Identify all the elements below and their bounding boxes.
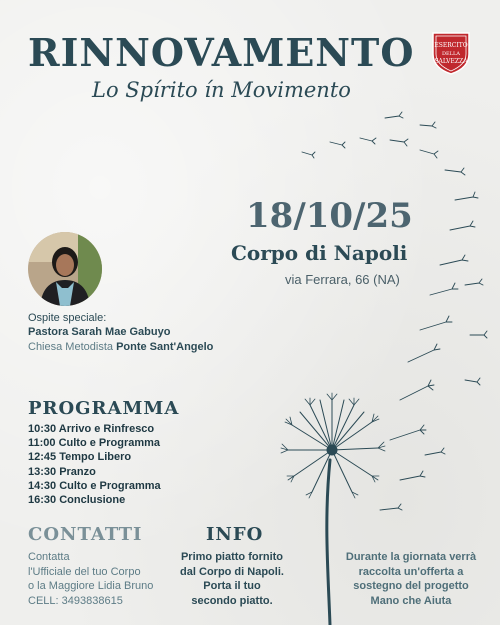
guest-church-prefix: Chiesa Metodista [28, 341, 113, 353]
offering-note [344, 550, 478, 608]
page-subtitle: Lo Spírito ín Movimento [92, 78, 351, 102]
info-line: dal Corpo di Napoli. [180, 565, 284, 578]
programma-item: 16:30 Conclusione [28, 494, 126, 507]
event-venue: Corpo di Napoli [231, 241, 408, 265]
note-line: raccolta un'offerta a [358, 565, 464, 578]
programma-item: 10:30 Arrivo e Rinfresco [28, 423, 155, 435]
info-line: Primo piatto fornito [180, 551, 284, 563]
dandelion-illustration [280, 100, 500, 625]
contatti-line: Contatta [28, 551, 70, 563]
contatti-line: o la Maggiore Lidia Bruno [28, 580, 154, 592]
svg-text:ESERCITO: ESERCITO [434, 42, 468, 49]
page-title: RINNOVAMENTO [28, 30, 415, 75]
salvation-army-logo [430, 30, 472, 76]
guest-church [28, 341, 213, 353]
guest-label: Ospite speciale: [28, 312, 107, 324]
programma-item: 14:30 Culto e Programma [28, 479, 161, 492]
event-address: via Ferrara, 66 (NA) [285, 272, 400, 287]
note-line: sostegno del progetto [353, 580, 469, 592]
info-line: secondo piatto. [191, 594, 273, 607]
event-date: 18/10/25 [246, 196, 413, 236]
programma-item: 13:30 Pranzo [28, 465, 96, 478]
guest-church-name: Ponte Sant'Angelo [116, 341, 214, 353]
guest-name: Pastora Sarah Mae Gabuyo [28, 326, 171, 338]
svg-text:DELLA: DELLA [442, 51, 460, 57]
programma-heading: PROGRAMMA [28, 398, 180, 419]
contatti-phone: CELL: 3493838615 [28, 594, 123, 607]
programma-item: 11:00 Culto e Programma [28, 437, 161, 450]
info-heading: INFO [206, 524, 264, 545]
info-line: Porta il tuo [203, 580, 261, 592]
contatti-line: l'Ufficiale del tuo Corpo [28, 565, 141, 578]
guest-photo [28, 232, 102, 306]
programma-list [28, 422, 161, 507]
info-text [176, 550, 288, 608]
contatti-heading: CONTATTI [28, 524, 143, 545]
programma-item: 12:45 Tempo Libero [28, 451, 132, 464]
contatti-text [28, 550, 153, 608]
svg-text:SALVEZZA: SALVEZZA [434, 58, 468, 65]
note-line: Mano che Aiuta [370, 594, 452, 607]
note-line: Durante la giornata verrà [345, 551, 477, 563]
